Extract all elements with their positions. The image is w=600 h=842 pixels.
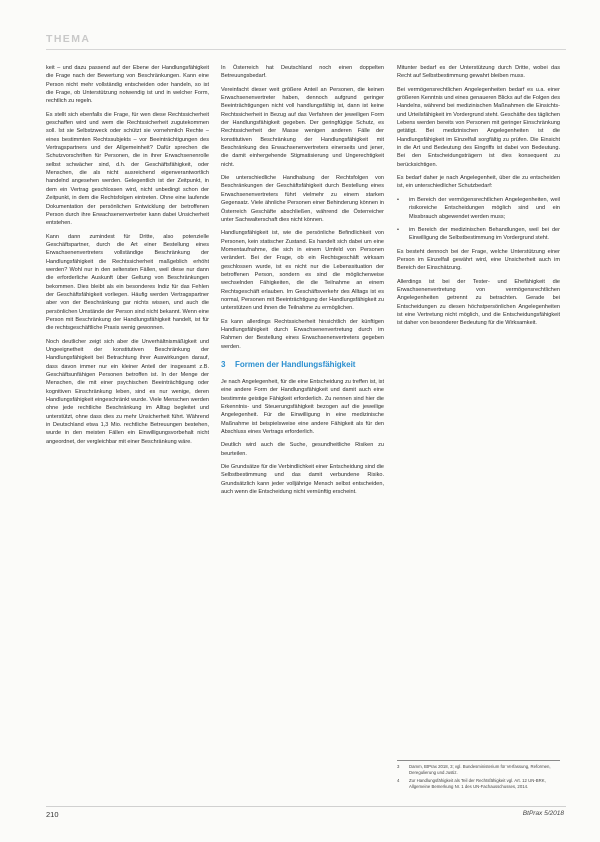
footer-divider: [46, 806, 566, 807]
paragraph: Die unterschiedliche Handhabung der Rechtsfolgen von Beschränkungen der Geschäftsfähigkeit durch Bestellung eines Erwachsenenvertreters führt vielmehr zu einem starken Gegensatz. Viele ähnliche Personen einer Behinderung können in Österreich Geschäfte abschließen, während die Österreicher unter Sachwalterschaft dies nicht können.: [221, 175, 384, 223]
text-column-2: [221, 64, 384, 501]
running-title: THEMA: [46, 33, 91, 45]
section-title: Formen der Handlungsfähigkeit: [235, 360, 356, 369]
paragraph: keit – und dazu passend auf der Ebene der Handlungsfähigkeit die Frage nach der Bewertung von Beschränkungen. Kann eine Person nicht mehr vollständig entscheiden oder handeln, so ist die Frage, ob Unterstützung notwendig ist und in welcher Form, rechtlich zu regeln.: [46, 65, 209, 105]
list-item-text: im Bereich der medizinischen Behandlungen, weil bei der Einwilligung die Selbstbestimmung im Vordergrund steht.: [409, 226, 560, 242]
paragraph: Je nach Angelegenheit, für die eine Entscheidung zu treffen ist, ist eine andere Form der Handlungsfähigkeit und damit auch eine bestimmte geistige Fähigkeit erforderlich. Zu nennen sind hier die Erkenntnis- und Steuerungsfähigkeit bezogen auf die jeweilige Angelegenheit. Für die Einwilligung in eine medizinische Maßnahme ist beispielsweise eine andere Fähigkeit als für den Abschluss eines Vertrags erforderlich.: [221, 379, 384, 436]
footnotes: [397, 760, 560, 792]
paragraph: Allerdings ist bei der Tester- und Ehefähigkeit die Erwachsenenvertretung von vermögensrechtlichen Angelegenheiten getrennt zu betrachten. Gerade bei Entscheidungen zu diesen höchstpersönlichen Angelegenheiten ist eine Vertretung nicht möglich, und die Entscheidungsfähigkeit ist daher von besonderer Bedeutung für die Wirksamkeit.: [397, 278, 560, 327]
footnote-text: Damm, BtPrax 2018, 3; vgl. Bundesministerium für Verfassung, Reformen, Deregulierung und Justiz.: [409, 764, 551, 775]
footnote: [397, 778, 560, 790]
paragraph: Es besteht dennoch bei der Frage, welche Unterstützung einer Person im Einzelfall gewährt wird, eine Unsicherheit auch im Bereich der Einschätzung.: [397, 248, 560, 272]
section-number: 3: [221, 360, 226, 369]
bullet-marker: •: [397, 226, 399, 233]
paragraph: Es stellt sich ebenfalls die Frage, für wen diese Rechtssicherheit geschaffen wird und wem die Rechtssicherheit zugutekommen soll. Ist sie Selbstzweck oder schützt sie vornehmlich Rechte – eines bestimmten Rechtssubjekts – vor Beeinträchtigungen des Vertragspartners und der Allgemeinheit? Dafür sprechen die Schutzvorschriften für Personen, die in ihrer Erwachsenenrolle selbst schwächer sind, d.h. der Geschäftsfähigkeit, oder Menschen, die als nicht ausreichend eigenverantwortlich handelnd angesehen werden. Gelegentlich ist der Zeitpunkt, in dem ein Vertrag geschlossen wird, nicht unbedingt schon der Zeitpunkt, in dem die Rechtsfolgen eintreten. Ohne eine laufende Dokumentation der persönlichen Entwicklung der betroffenen Person durch ihre Erwachsenenvertreter kann dabei Unsicherheit entstehen.: [46, 111, 209, 227]
paragraph: Die Grundsätze für die Verbindlichkeit einer Entscheidung sind die Selbstbestimmung und das damit verbundene Risiko. Grundsätzlich kann jeder volljährige Mensch selbst entscheiden, auch wenn die Entscheidung nicht vernünftig erscheint.: [221, 464, 384, 496]
list-item: [397, 196, 560, 221]
footnote-number: 4: [397, 778, 400, 783]
list-item-text: im Bereich der vermögensrechtlichen Angelegenheiten, weil risikoreiche Entscheidungen möglich sind und ein Missbrauch abgewendet werden muss;: [409, 196, 560, 220]
footnote: [397, 764, 560, 776]
section-heading: [221, 360, 384, 370]
paragraph: Es kann allerdings Rechtssicherheit hinsichtlich der künftigen Handlungsfähigkeit durch Erwachsenenvertretung durch im Rahmen der Bestellung eines Erwachsenenvertreters gegeben werden.: [221, 318, 384, 350]
text-column-3: [397, 64, 560, 333]
journal-citation: [523, 810, 564, 817]
text-column-1: [46, 64, 209, 451]
list-item: [397, 226, 560, 243]
paragraph: Handlungsfähigkeit ist, wie die persönliche Befindlichkeit von Personen, kein statischer Zustand. Es handelt sich dabei um eine Momentaufnahme, die sich in einem Umfeld von Personen verändert. Bei der Frage, ob ein Rechtsgeschäft wirksam geschlossen wurde, ist es nicht nur die Lebenssituation der betroffenen Person, sondern es sind die möglicherweise wechselnden Fähigkeiten, die die Teilnahme an einem Rechtsgeschäft erlauben. Im Geschäftsverkehr des Alltags ist es normal, Personen mit Beeinträchtigung der Handlungsfähigkeit zu unterstützen und ihnen die Teilnahme zu ermöglichen.: [221, 230, 384, 312]
footnote-text: Zur Handlungsfähigkeit als Teil der Rechtsfähigkeit vgl. Art. 12 UN-BRK, Allgemeine Bemerkung Nr. 1 des UN-Fachausschusses, 2014.: [409, 778, 546, 789]
paragraph: Deutlich wird auch die Suche, gesundheitliche Risiken zu beurteilen.: [221, 442, 384, 457]
page-number: 210: [46, 810, 59, 819]
paragraph: Mitunter bedarf es der Unterstützung durch Dritte, wobei das Recht auf Selbstbestimmung gewahrt bleiben muss.: [397, 65, 560, 80]
paragraph: Noch deutlicher zeigt sich aber die Unverhältnismäßigkeit und Ungeeignetheit der konstitutiven Beschränkung der Handlungsfähigkeit bei Betrachtung ihrer Auswirkungen darauf, dass davon immer nur ein kleiner Anteil der insgesamt z.B. Geschäftsunfähigen Personen betroffen ist. In der Menge der Menschen, die mit einer psychischen Beeinträchtigung oder kognitiven Einschränkung leben, sind es nur wenige, deren Handlungsfähigkeit eingeschränkt wurde. Viele Menschen werden ohne jede rechtliche Beschränkung im Alltag begleitet und unterstützt, ohne dass dies zu mehr Unsicherheit führt. Während in Deutschland etwa 1,3 Mio. rechtliche Betreuungen bestehen, wurde in den meisten Fällen ein Einwilligungsvorbehalt nicht angeordnet, der vergleichbar mit einer Beschränkung wäre.: [46, 338, 209, 445]
paragraph: In Österreich hat Deutschland noch einen doppelten Betreuungsbedarf.: [221, 65, 384, 80]
paragraph: Kann dann zumindest für Dritte, also potenzielle Geschäftspartner, durch die Art einer Bestellung eines Erwachsenenvertreters vollständige Beschränkung der Handlungsfähigkeit die Rechtssicherheit maßgeblich erhöht werden? Wohl nur in den seltensten Fällen, weil diese nur dann die erforderliche Auskunft über Geltung von Beschränkungen bekommen. Dies bleibt als ein besonderes Indiz für das Fehlen der Geschäftsfähigkeit vorliegen. Häufig werden Vertragspartner aber von der Beschränkung gar nichts wissen, und auch die persönlichen Umstände der Person sind nicht bekannt. Wenn eine Person mit Beschränkung der Handlungsfähigkeit handelt, ist für die rechtsgeschäftliche Praxis wenig gewonnen.: [46, 233, 209, 332]
bullet-marker: •: [397, 196, 399, 203]
footnote-number: 3: [397, 764, 400, 769]
paragraph: Bei vermögensrechtlichen Angelegenheiten bedarf es u.a. einer größeren Kenntnis und eines genaueren Blicks auf die Folgen des Handelns, während bei medizinischen Maßnahmen die Einsichts- und Urteilsfähigkeit im Vordergrund steht. Geschäfte des täglichen Lebens werden bereits von Personen mit geringer Einschränkung getätigt. Bei medizinischen Angelegenheiten ist die Handlungsfähigkeit im Einzelfall sorgfältig zu prüfen. Die Einsicht in die Art und Bedeutung des Eingriffs ist dabei von Bedeutung. Bei den Entscheidungsträgern ist dies konsequent zu berücksichtigen.: [397, 86, 560, 168]
header-divider: [46, 49, 566, 50]
paragraph: Vereinfacht dieser weit größere Anteil an Personen, die keinen Erwachsenenvertreter haben, dennoch aufgrund geringer Beeinträchtigungen nicht voll handlungsfähig ist, dann ist keine Rechtssicherheit in Bezug auf das Verfahren der jeweiligen Form der Handlungsfähigkeit gegeben. Der geringfügige Schutz, es Rechtssicherheit der Masse wenigen anderen Fälle der konstitutiven Beschränkung der Handlungsfähigkeit mit Beschränkung des Erwachsenenvertreters einerseits und jener, die damit einhergehende Stigmatisierung und Ungerechtigkeit nicht.: [221, 86, 384, 168]
paragraph: Es bedarf daher je nach Angelegenheit, über die zu entscheiden ist, ein unterschiedlicher Schutzbedarf:: [397, 175, 560, 190]
journal-name: BtPrax 5/2018: [522, 810, 564, 817]
